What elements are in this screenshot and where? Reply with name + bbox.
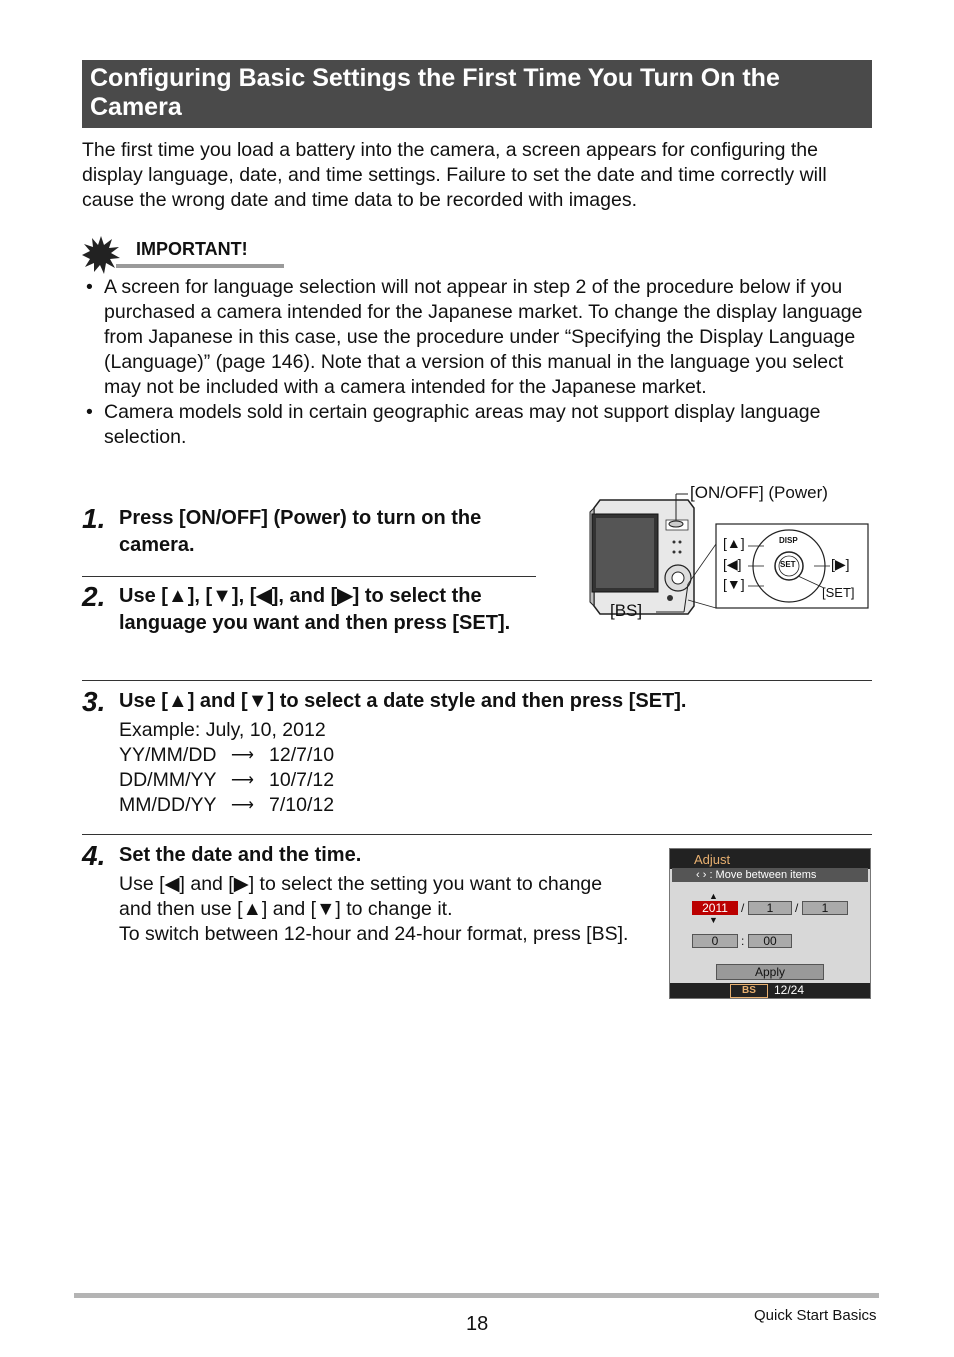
important-underline (116, 264, 284, 268)
date-format-row (119, 768, 619, 793)
minute-field: 00 (748, 934, 792, 948)
step-4-note: To switch between 12-hour and 24-hour format, press [BS]. (119, 923, 629, 945)
format-label: YY/MM/DD (119, 744, 217, 766)
up-callout: [▲] (723, 535, 745, 551)
disp-button-label: DISP (779, 536, 798, 545)
important-bullet: • Camera models sold in certain geographic areas may not support display language selection. (82, 400, 872, 450)
step-4-body (119, 872, 634, 947)
lcd-header-title: Adjust (694, 852, 731, 867)
arrow-icon: ⟶ (231, 747, 254, 764)
date-format-row (119, 743, 619, 768)
format-label: MM/DD/YY (119, 794, 217, 816)
camera-diagram (588, 480, 872, 630)
lcd-header (670, 849, 870, 869)
down-callout: [▼] (723, 576, 745, 592)
step-2-title: Use [▲], [▼], [◀], and [▶] to select the language you want and then press [SET]. (119, 585, 511, 634)
set-button-label: SET (780, 560, 796, 569)
hour-mode-label: 12/24 (774, 983, 805, 997)
on-off-callout: [ON/OFF] (Power) (690, 483, 828, 502)
date-example: Example: July, 10, 2012 (119, 719, 326, 741)
page-number: 18 (466, 1313, 489, 1335)
day-field: 1 (802, 901, 848, 915)
intro-paragraph: The first time you load a battery into the camera, a screen appears for configuring the display language, date, and time settings. Failure to set the date and time correctly will cause the wrong date and time data to be recorded with images. (82, 139, 827, 211)
step-1-number: 1. (82, 503, 106, 534)
lcd-screen: Adjust ‹ › : Move between items 2011 ▲ ▼ / 1 / 1 0 : 00 Apply BS 12/24 (669, 848, 871, 999)
important-burst-icon (82, 236, 120, 274)
page-title: Configuring Basic Settings the First Time You Turn On the Camera (82, 60, 872, 128)
step-2-number: 2. (82, 581, 106, 612)
format-label: DD/MM/YY (119, 769, 217, 791)
step-4-title: Set the date and the time. (119, 844, 362, 866)
step-divider (82, 576, 536, 577)
format-value: 10/7/12 (269, 769, 335, 791)
left-callout: [◀] (723, 556, 742, 572)
footer-rule (74, 1293, 879, 1298)
lcd-footer (670, 983, 870, 998)
important-list (82, 275, 872, 450)
step-4-instruction: Use [◀] and [▶] to select the setting you want to change and then use [▲] and [▼] to change it. (119, 873, 603, 920)
format-value: 7/10/12 (269, 794, 335, 816)
hour-field: 0 (692, 934, 738, 948)
month-field: 1 (748, 901, 792, 915)
step-divider (82, 680, 872, 681)
format-value: 12/7/10 (269, 744, 335, 766)
lcd-hint: ‹ › : Move between items (672, 868, 868, 882)
arrow-icon: ⟶ (231, 772, 254, 789)
section-name: Quick Start Basics (754, 1307, 877, 1324)
step-divider (82, 834, 872, 835)
set-callout: [SET] (822, 585, 855, 600)
right-callout: [▶] (831, 556, 850, 572)
step-3-body (119, 718, 619, 818)
step-3-title: Use [▲] and [▼] to select a date style and then press [SET]. (119, 690, 687, 712)
chevron-down-icon: ▼ (709, 915, 718, 925)
bs-badge: BS (730, 984, 768, 998)
date-format-row (119, 793, 619, 818)
important-label: IMPORTANT! (136, 239, 248, 259)
chevron-up-icon: ▲ (709, 891, 718, 901)
bs-callout: [BS] (610, 601, 643, 620)
apply-button: Apply (716, 964, 824, 980)
step-1-title: Press [ON/OFF] (Power) to turn on the camera. (119, 507, 482, 556)
arrow-icon: ⟶ (231, 797, 254, 814)
step-4-number: 4. (82, 840, 106, 871)
step-3-number: 3. (82, 686, 106, 717)
important-bullet: • A screen for language selection will not appear in step 2 of the procedure below if you purchased a camera intended for the Japanese market. To change the display language from Japanese in this case, use the procedure under “Specifying the Display Language (Language)” (page 146). Note that a version of this manual in the language you select may not be included with a camera intended for the Japanese market. (82, 275, 872, 400)
year-field: 2011 (692, 901, 738, 915)
